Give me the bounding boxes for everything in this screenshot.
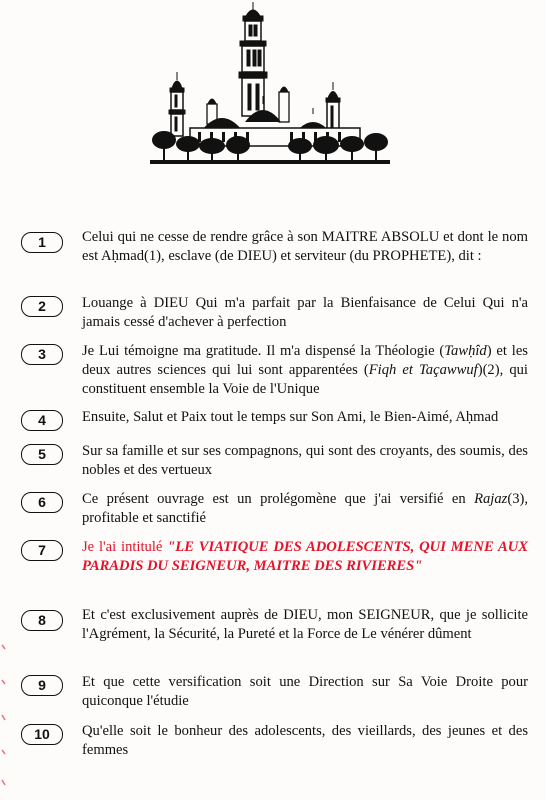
book-title: "LE VIATIQUE DES ADOLESCENTS, QUI MENE AUX PARADIS DU SEIGNEUR, MAITRE DES RIVIERES" [82,539,528,574]
verse-text: Je Lui témoigne ma gratitude. Il m'a dispensé la Théologie (Tawḥîd) et les deux autres sciences qui lui sont apparentées (Fiqh et Taçawwuf)(2), qui constituent ensemble la Voie de l'Unique [82,343,528,397]
margin-marks [0,640,8,790]
verse-text: Et que cette versification soit une Direction sur Sa Voie Droite pour quiconque l'étudie [82,674,528,709]
verse-number-badge: 8 [21,610,63,631]
verse-number-badge: 3 [21,344,63,365]
verse-number-badge: 6 [21,492,63,513]
verse-number-badge: 5 [21,444,63,465]
verse-number-badge: 4 [21,410,63,431]
verse-text: Qu'elle soit le bonheur des adolescents, des vieillards, des jeunes et des femmes [82,723,528,758]
verse-number-badge: 1 [21,232,63,253]
verse-number-badge: 10 [21,724,63,745]
verse-text: Je l'ai intitulé "LE VIATIQUE DES ADOLESCENTS, QUI MENE AUX PARADIS DU SEIGNEUR, MAITRE DES RIVIERES" [82,539,528,574]
verse-text: Celui qui ne cesse de rendre grâce à son MAITRE ABSOLU et dont le nom est Aḥmad(1), esclave (de DIEU) et serviteur (du PROPHETE), dit : [82,229,528,264]
verse-text: Sur sa famille et sur ses compagnons, qui sont des croyants, des soumis, des nobles et des vertueux [82,443,528,478]
verse-text: Ce présent ouvrage est un prolégomène que j'ai versifié en Rajaz(3), profitable et sanctifié [82,491,528,526]
verse-text: Et c'est exclusivement auprès de DIEU, mon SEIGNEUR, que je sollicite l'Agrément, la Sécurité, la Pureté et la Force de Le vénérer dûment [82,607,528,642]
verse-number-badge: 9 [21,675,63,696]
verse-number-badge: 7 [21,540,63,561]
verse-number-badge: 2 [21,296,63,317]
verse-text: Ensuite, Salut et Paix tout le temps sur Son Ami, le Bien-Aimé, Aḥmad [82,409,499,425]
mosque-illustration [150,0,390,172]
verse-text: Louange à DIEU Qui m'a parfait par la Bienfaisance de Celui Qui n'a jamais cessé d'achever à perfection [82,295,528,330]
